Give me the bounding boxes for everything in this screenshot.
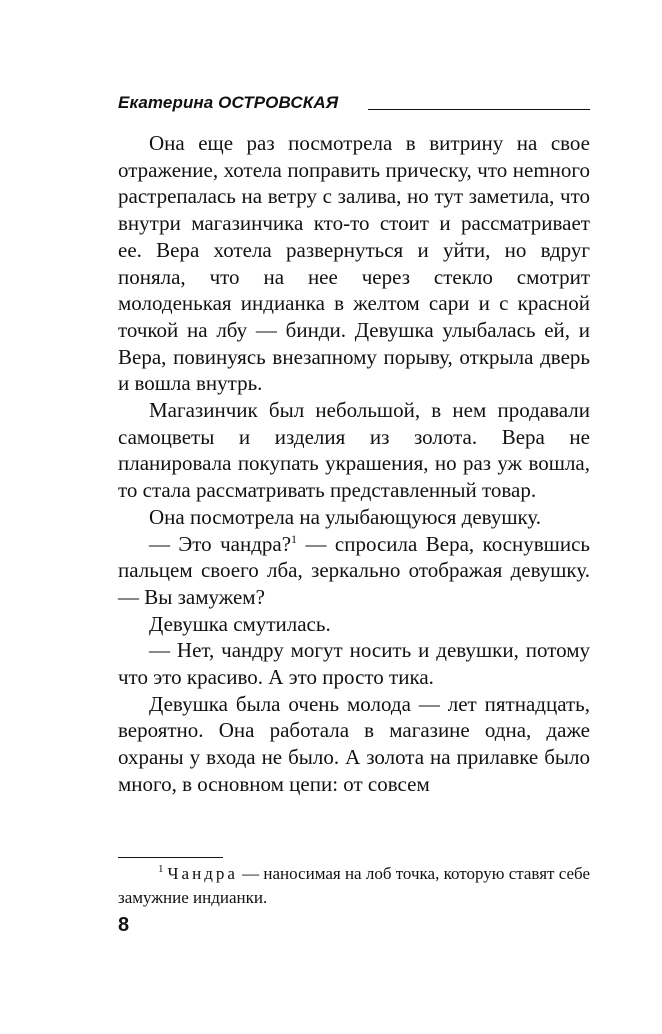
page-number: 8 [118, 914, 130, 936]
author-name: Екатерина ОСТРОВСКАЯ [118, 93, 339, 112]
footnote-definition: — наносимая на лоб точка, которую ставят себе замужние индианки. [118, 864, 590, 907]
paragraph: Девушка смутилась. [149, 611, 331, 636]
dialogue-paragraph [118, 531, 590, 611]
footnote-rule [118, 857, 223, 858]
paragraph: Она еще раз посмотрела в витрину на свое отражение, хотела поправить прическу, что неmного растрепалась на ветру с залива, но тут заметила, что внутри магазинчика кто-то стоит и рассматривает ее. Вера хотела развернуться и уйти, но вдруг поняла, что на нее через стекло смотрит молоденькая индианка в желтом сари и с красной точкой на лбу — бинди. Девушка улыбалась ей, и Вера, повинуясь внезапному порыву, открыла дверь и вошла внутрь. [118, 131, 590, 396]
footnote-term: Чандра [167, 864, 238, 883]
footnote-reference[interactable]: 1 [291, 531, 298, 546]
footnote-mark: 1 [158, 863, 164, 876]
footnote [118, 862, 590, 910]
dialogue-continuation: — спросила Вера, коснувшись пальцем своего лба, зеркально отображая девушку. — Вы замужем? [118, 531, 590, 609]
header-rule [368, 109, 590, 110]
paragraph: Девушка была очень молода — лет пятнадцать, вероятно. Она работала в магазине одна, даже охраны у входа не было. А золота на прилавке было много, в основном цепи: от совсем [118, 691, 590, 796]
body-text [118, 130, 590, 798]
paragraph: Она посмотрела на улыбающуюся девушку. [149, 504, 542, 529]
dialogue-question: — Это чандра? [149, 531, 292, 556]
running-header [118, 92, 590, 116]
paragraph: — Нет, чандру могут носить и девушки, потому что это красиво. А это просто тика. [118, 638, 590, 690]
paragraph: Магазинчик был небольшой, в нем продавали самоцветы и изделия из золота. Вера не планировала покупать украшения, но раз уж вошла, то стала рассматривать представленный товар. [118, 398, 590, 503]
